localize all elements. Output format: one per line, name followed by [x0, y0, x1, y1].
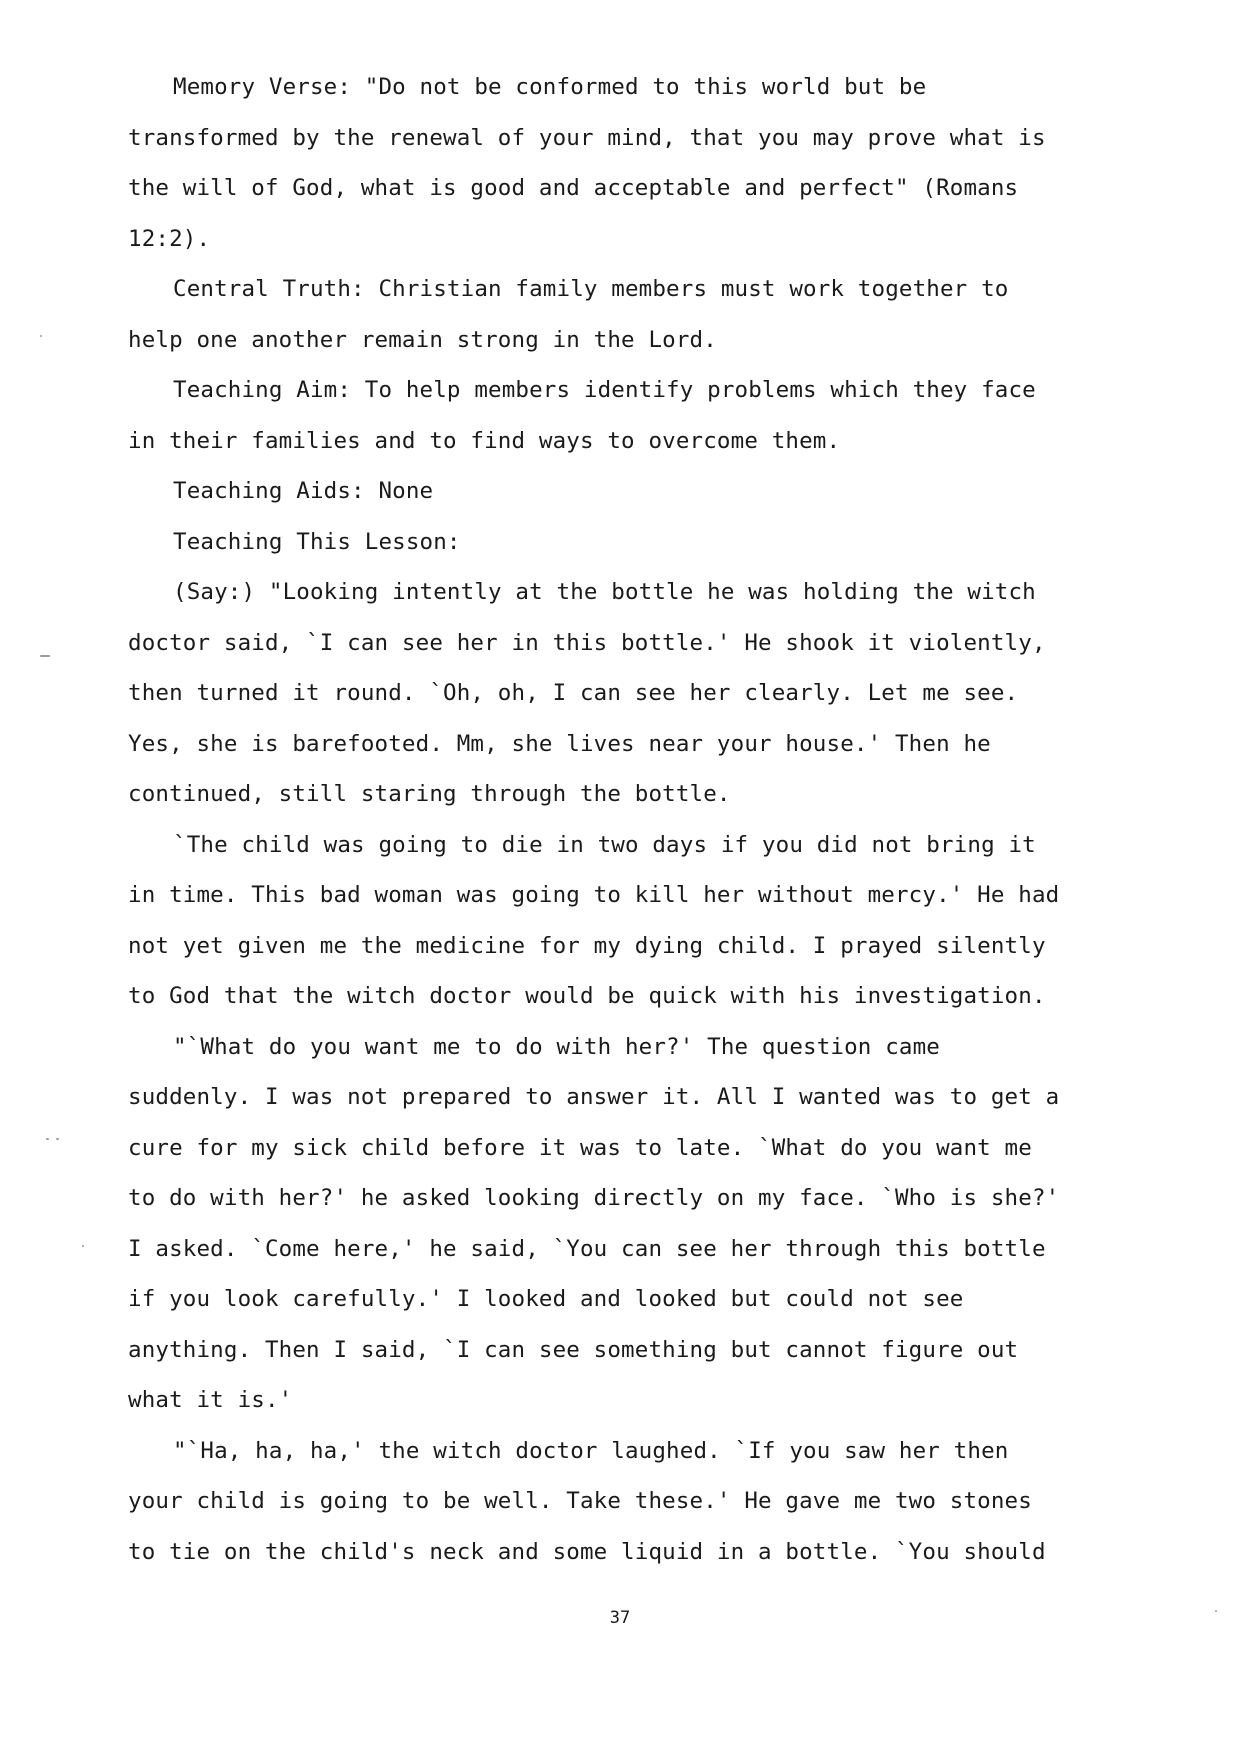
scan-speck: [46, 1138, 49, 1140]
text-line: Central Truth: Christian family members must work together to: [173, 276, 1009, 302]
text-line: anything. Then I said, `I can see something but cannot figure out: [128, 1336, 1019, 1363]
scan-speck: [82, 1245, 84, 1247]
text-line: doctor said, `I can see her in this bottle.' He shook it violently,: [128, 629, 1046, 656]
text-line: then turned it round. `Oh, oh, I can see her clearly. Let me see.: [128, 680, 1019, 706]
text-line: not yet given me the medicine for my dying child. I prayed silently: [128, 932, 1046, 959]
text-line: Yes, she is barefooted. Mm, she lives near your house.' Then he: [128, 730, 991, 757]
text-line: transformed by the renewal of your mind, that you may prove what is: [128, 124, 1046, 151]
text-line: "`Ha, ha, ha,' the witch doctor laughed. `If you saw her then: [173, 1437, 1009, 1464]
text-line: to do with her?' he asked looking directly on my face. `Who is she?': [128, 1185, 1060, 1211]
text-line: Memory Verse: "Do not be conformed to this world but be: [173, 74, 927, 100]
scan-speck: [40, 335, 42, 337]
body-text: [128, 62, 1168, 1577]
text-line: `The child was going to die in two days if you did not bring it: [173, 831, 1036, 858]
text-line: if you look carefully.' I looked and looked but could not see: [128, 1286, 964, 1312]
text-line: help one another remain strong in the Lord.: [128, 326, 717, 353]
text-line: what it is.': [128, 1387, 293, 1413]
text-line: your child is going to be well. Take these.' He gave me two stones: [128, 1488, 1032, 1514]
scan-speck: [56, 1138, 59, 1140]
text-line: Teaching This Lesson:: [173, 528, 461, 555]
text-line: to God that the witch doctor would be quick with his investigation.: [128, 983, 1046, 1009]
text-line: to tie on the child's neck and some liquid in a bottle. `You should: [128, 1538, 1046, 1565]
text-line: suddenly. I was not prepared to answer it. All I wanted was to get a: [128, 1084, 1060, 1110]
text-line: I asked. `Come here,' he said, `You can see her through this bottle: [128, 1235, 1046, 1262]
scan-speck: [1215, 1610, 1217, 1612]
text-line: in their families and to find ways to overcome them.: [128, 427, 841, 454]
text-line: continued, still staring through the bottle.: [128, 781, 731, 807]
text-line: cure for my sick child before it was to late. `What do you want me: [128, 1134, 1032, 1161]
text-line: "`What do you want me to do with her?' The question came: [173, 1033, 940, 1060]
text-line: 12:2).: [128, 225, 211, 252]
text-line: the will of God, what is good and acceptable and perfect" (Romans: [128, 175, 1019, 201]
text-line: Teaching Aim: To help members identify problems which they face: [173, 377, 1036, 403]
text-line: in time. This bad woman was going to kill her without mercy.' He had: [128, 882, 1060, 908]
page-number: 37: [609, 1608, 631, 1628]
text-line: Teaching Aids: None: [173, 478, 434, 504]
text-line: (Say:) "Looking intently at the bottle he was holding the witch: [173, 579, 1036, 605]
scan-speck: [40, 655, 50, 657]
